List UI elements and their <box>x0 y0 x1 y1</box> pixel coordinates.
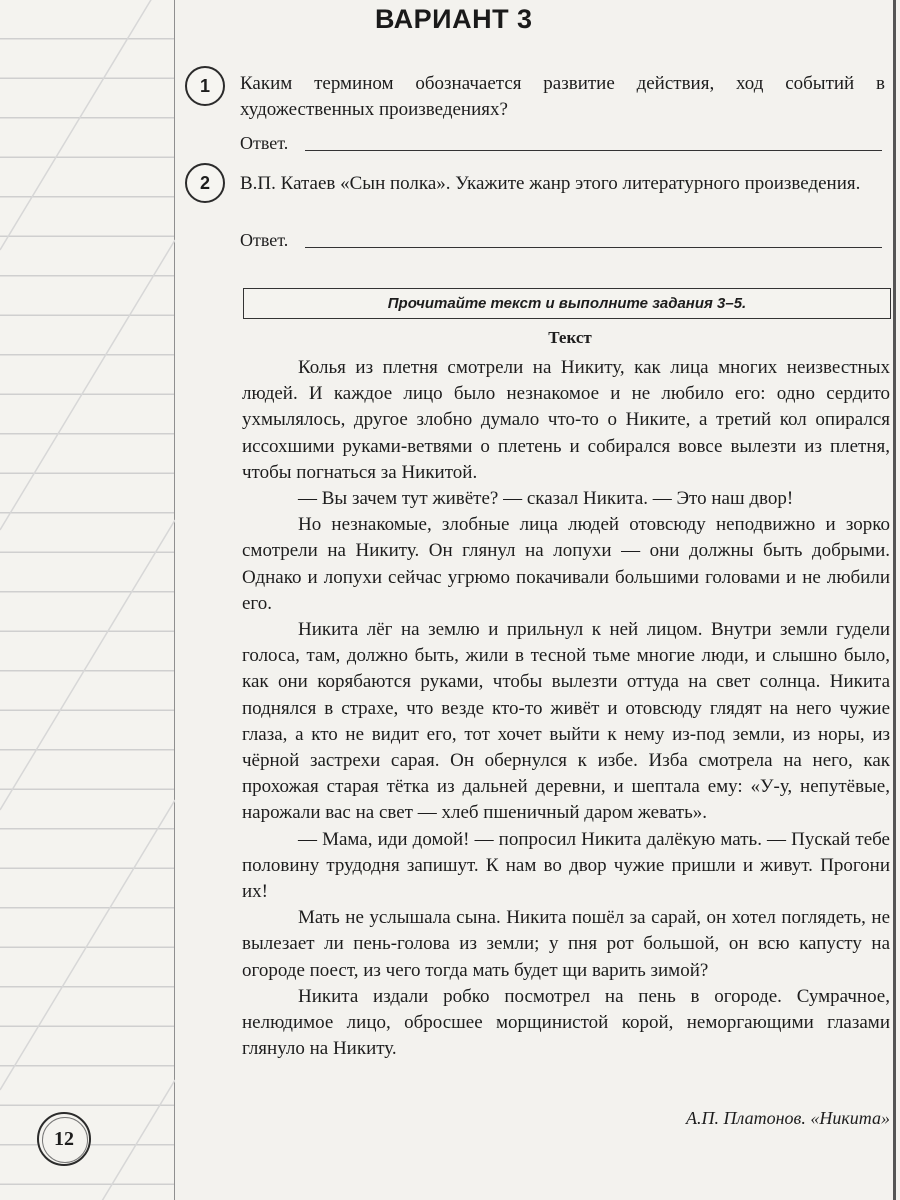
passage-paragraph-4: Никита лёг на землю и прильнул к ней лицом. Внутри земли гудели голоса, там, должно быть, жили в тесной тьме многие люди, и слышно было, как они корябаются руками, чтобы вылезти оттуда на свет солнца. Никита поднялся в страхе, что везде кто-то живёт и отовсюду глядят на него чужие глаза, а кто не видит его, тот хочет выйти к нему из-под земли, из норы, из чёрной застрехи сарая. Он обернулся к избе. Изба смотрела на него, как прохожая старая тётка из дальней деревни, и шептала ему: «У-у, непутёвые, нарожали вас на свет — хлеб пшеничный даром жевать». <box>242 619 890 824</box>
passage-paragraph-2: — Вы зачем тут живёте? — сказал Никита. — Это наш двор! <box>298 488 794 510</box>
passage-paragraph-7: Никита издали робко посмотрел на пень в огороде. Сумрачное, нелюдимое лицо, обросшее морщинистой корой, неморгающими глазами глянуло на Никиту. <box>242 985 890 1060</box>
passage-paragraph-1: Колья из плетня смотрели на Никиту, как лица многих неизвестных людей. И каждое лицо было незнакомое и не любило его: одно сердито ухмылялось, другое злобно думало что-то о Никите, а третий кол опирался иссохшими руками-ветвями о плетень и собирался вовсе вылезти из плетня, чтобы погнаться за Никитой. <box>242 357 890 483</box>
page-number-badge <box>37 1112 91 1166</box>
page-number: 12 <box>54 1127 74 1150</box>
question-number-1: 1 <box>185 66 225 106</box>
passage-paragraph-3: Но незнакомые, злобные лица людей отовсюду неподвижно и зорко смотрели на Никиту. Он глянул на лопухи — они должны быть добрыми. Однако и лопухи сейчас угрюмо покачивали большими головами и не любили его. <box>242 514 890 614</box>
page-edge <box>893 0 896 1200</box>
question-1-text: Каким термином обозначается развитие действия, ход событий в художественных произведениях? <box>240 73 885 120</box>
passage-paragraph-5: — Мама, иди домой! — попросил Никита далёкую мать. — Пускай тебе половину трудодня запишут. К нам во двор чужие пришли и живут. Прогони их! <box>242 828 890 903</box>
instruction-text: Прочитайте текст и выполните задания 3–5. <box>387 295 747 312</box>
margin-diagonal-rules <box>0 0 175 1200</box>
reading-passage <box>242 355 890 1062</box>
attribution: А.П. Платонов. «Никита» <box>686 1108 890 1128</box>
answer-label-2: Ответ. <box>240 230 289 250</box>
passage-paragraph-6: Мать не услышала сына. Никита пошёл за сарай, он хотел поглядеть, не вылезает ли пень-голова из земли; у пня рот большой, он всю капусту на огороде поест, из чего тогда мать будет щи варить зимой? <box>242 907 890 981</box>
answer-label-1: Ответ. <box>240 133 289 153</box>
answer-line-2[interactable] <box>305 247 882 248</box>
question-number-2: 2 <box>185 163 225 203</box>
answer-line-1[interactable] <box>305 150 882 151</box>
variant-title: ВАРИАНТ 3 <box>375 4 533 34</box>
text-heading: Текст <box>548 328 592 347</box>
instruction-box <box>243 288 891 319</box>
question-2-text: В.П. Катаев «Сын полка». Укажите жанр этого литературного произведения. <box>240 173 861 194</box>
